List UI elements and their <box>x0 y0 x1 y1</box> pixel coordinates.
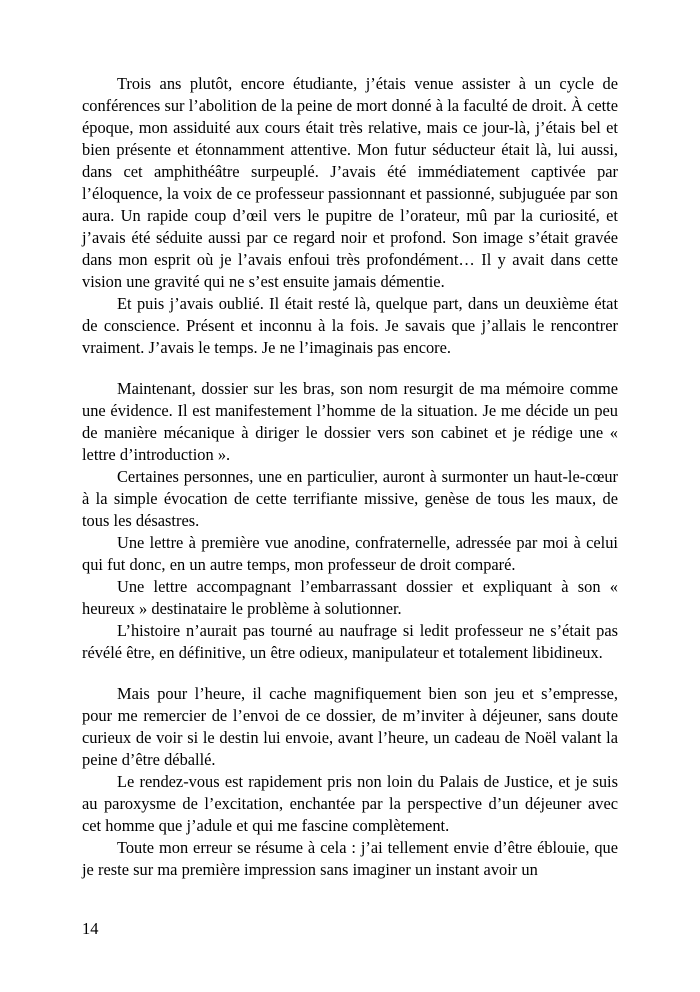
paragraph: Le rendez-vous est rapidement pris non loin du Palais de Justice, et je suis au paroxysme de l’excitation, enchantée par la perspective d’un déjeuner avec cet homme que j’adule et qui me fascine complètement. <box>82 772 618 835</box>
paragraph: Une lettre à première vue anodine, confraternelle, adressée par moi à celui qui fut donc, en un autre temps, mon professeur de droit comparé. <box>82 533 618 574</box>
paragraph: Maintenant, dossier sur les bras, son nom resurgit de ma mémoire comme une évidence. Il est manifestement l’homme de la situation. Je me décide un peu de manière mécanique à diriger le dossier vers son cabinet et je rédige une « lettre d’introduction ». <box>82 379 618 464</box>
paragraph: Certaines personnes, une en particulier, auront à surmonter un haut-le-cœur à la simple évocation de cette terrifiante missive, genèse de tous les maux, de tous les désastres. <box>82 467 618 530</box>
paragraph: Mais pour l’heure, il cache magnifiquement bien son jeu et s’empresse, pour me remercier de l’envoi de ce dossier, de m’inviter à déjeuner, sans doute curieux de voir si le destin lui envoie, avant l’heure, un cadeau de Noël valant la peine d’être déballé. <box>82 684 618 769</box>
paragraph-group <box>82 378 618 664</box>
paragraph-group <box>82 73 618 359</box>
paragraph-group <box>82 683 618 881</box>
page-number: 14 <box>82 919 99 938</box>
paragraph: L’histoire n’aurait pas tourné au naufrage si ledit professeur ne s’était pas révélé être, en définitive, un être odieux, manipulateur et totalement libidineux. <box>82 621 618 662</box>
paragraph: Toute mon erreur se résume à cela : j’ai tellement envie d’être éblouie, que je reste sur ma première impression sans imaginer un instant avoir un <box>82 838 618 879</box>
paragraph: Et puis j’avais oublié. Il était resté là, quelque part, dans un deuxième état de conscience. Présent et inconnu à la fois. Je savais que j’allais le rencontrer vraiment. J’avais le temps. Je ne l’imaginais pas encore. <box>82 294 618 357</box>
body-text <box>82 73 618 881</box>
paragraph: Une lettre accompagnant l’embarrassant dossier et expliquant à son « heureux » destinataire le problème à solutionner. <box>82 577 618 618</box>
paragraph: Trois ans plutôt, encore étudiante, j’étais venue assister à un cycle de conférences sur l’abolition de la peine de mort donné à la faculté de droit. À cette époque, mon assiduité aux cours était très relative, mais ce jour-là, j’étais bel et bien présente et étonnamment attentive. Mon futur séducteur était là, lui aussi, dans cet amphithéâtre surpeuplé. J’avais été immédiatement captivée par l’éloquence, la voix de ce professeur passionnant et passionné, subjuguée par son aura. Un rapide coup d’œil vers le pupitre de l’orateur, mû par la curiosité, et j’avais été séduite aussi par ce regard noir et profond. Son image s’était gravée dans mon esprit où je l’avais enfoui très profondément… Il y avait dans cette vision une gravité qui ne s’est ensuite jamais démentie. <box>82 74 618 291</box>
